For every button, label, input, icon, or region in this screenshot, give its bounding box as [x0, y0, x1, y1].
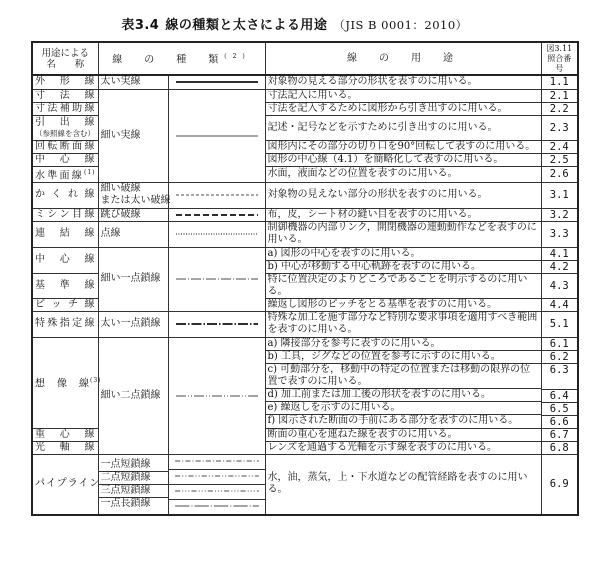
usage-description-cell	[265, 337, 541, 428]
line-sample-dashlong	[172, 211, 262, 219]
ref-number-cell	[541, 311, 578, 337]
usage-description-cell	[265, 221, 541, 247]
usage-name-cell	[32, 182, 98, 208]
line-type-cell	[98, 182, 171, 208]
ref-number-cell	[541, 166, 578, 182]
table-row	[32, 454, 578, 515]
line-subtype-sample	[169, 485, 265, 500]
usage-name: 回転断面線	[35, 140, 96, 152]
line-sample-cell	[168, 311, 265, 337]
usage-name-cell	[32, 273, 98, 298]
usage-description-cell	[265, 115, 541, 140]
usage-description: 寸法を記入するために図形から引き出すのに用いる。	[267, 102, 508, 114]
ref-number-cell	[541, 247, 578, 273]
ref-number-cell	[541, 221, 578, 247]
line-subtype: 一点短鎖線	[99, 459, 168, 472]
usage-name-cell	[32, 428, 98, 441]
usage-name-cell	[32, 75, 98, 89]
line-sample-cell	[168, 221, 265, 247]
line-subtype: 二点短鎖線	[99, 472, 168, 485]
ref-number-cell	[541, 115, 578, 140]
usage-description-cell	[265, 428, 541, 441]
line-sample-cell	[168, 182, 265, 208]
usage-description-cell	[265, 298, 541, 311]
line-sample-sc2	[171, 472, 263, 480]
ref-number: 6.5	[542, 403, 578, 416]
ref-number: 4.2	[549, 260, 569, 273]
line-sample-chain2	[172, 392, 262, 400]
usage-name-note: (3)	[90, 377, 102, 385]
ref-number: 6.8	[549, 441, 569, 454]
usage-description: 繰返し図形のピッチをとる基準を表すのに用いる。	[267, 298, 498, 310]
ref-number-cell	[541, 428, 578, 441]
line-sample-cell	[168, 208, 265, 221]
ref-number: 4.1	[542, 248, 578, 261]
ref-number: 4.4	[549, 298, 569, 311]
line-subtype-sample	[169, 470, 265, 485]
ref-number: 6.1	[542, 338, 578, 351]
ref-number-cell	[541, 208, 578, 221]
line-sample-dotted	[172, 230, 262, 238]
ref-number: 3.2	[549, 208, 569, 221]
usage-description: b) 中心が移動する中心軌跡を表すのに用いる。	[267, 260, 481, 272]
header-usage: 線 の 用 途	[265, 42, 541, 75]
usage-description: d) 加工前または加工後の形状を表すのに用いる。	[266, 389, 541, 402]
table-row	[32, 311, 578, 337]
usage-name-cell	[32, 115, 98, 140]
usage-name: パイプライン	[35, 478, 101, 490]
usage-name: 水準面線	[35, 169, 84, 181]
usage-name-cell	[32, 140, 98, 153]
usage-description-cell	[265, 208, 541, 221]
line-sample-thin	[172, 132, 262, 140]
usage-name-cell	[32, 89, 98, 102]
usage-name: 光 軸 線	[35, 441, 96, 453]
usage-description: c) 可動部分を，移動中の特定の位置または移動の限界の位置で表すのに用いる。	[266, 364, 541, 389]
usage-description: a) 図形の中心を表すのに用いる。	[266, 248, 541, 261]
usage-name-cell	[32, 454, 101, 515]
ref-number: 1.1	[549, 76, 569, 89]
usage-name: 寸法補助線	[35, 102, 96, 114]
table-standard: （JIS B 0001：2010）	[333, 18, 468, 32]
usage-description-cell	[265, 75, 541, 89]
line-sample-cell	[168, 89, 265, 182]
usage-name-cell	[32, 247, 98, 273]
usage-description: e) 繰返しを示すのに用いる。	[266, 402, 541, 415]
header-line-type: 線 の 種 類$^{(2)}$	[98, 42, 265, 75]
ref-number: 2.3	[549, 121, 569, 134]
usage-description-cell	[265, 166, 541, 182]
usage-description: 記述・記号などを示すために引き出すのに用いる。	[267, 121, 498, 133]
usage-name: 想 像 線	[35, 378, 90, 390]
usage-description: 断面の重心を連ねた線を表すのに用いる。	[267, 428, 458, 440]
usage-description-cell	[265, 311, 541, 337]
line-sample-sc1	[171, 457, 263, 465]
line-type-cell: 太い実線	[98, 75, 168, 89]
header-usage-name: 用途による 名 称	[32, 42, 98, 75]
table-row	[32, 89, 578, 102]
line-type-cell: 細い二点鎖線	[98, 337, 168, 454]
usage-name: 重 心 線	[35, 428, 96, 440]
line-sample-dashed	[172, 191, 262, 199]
usage-description: 図形内にその部分の切り口を90°回転して表すのに用いる。	[267, 140, 536, 152]
usage-description: 対象物の見える部分の形状を表すのに用いる。	[267, 76, 478, 88]
usage-description-cell	[265, 153, 541, 166]
usage-description: 布，皮，シート材の縫い目を表すのに用いる。	[267, 208, 478, 220]
ref-number: 3.1	[549, 189, 569, 202]
ref-number-cell	[541, 441, 578, 454]
line-sample-lc1	[171, 502, 263, 510]
ref-number: 3.3	[549, 228, 569, 241]
usage-name-cell	[32, 298, 98, 311]
line-type-cell: 細い実線	[98, 89, 168, 182]
line-sample-cell	[168, 337, 265, 454]
ref-number: 6.2	[542, 351, 578, 364]
usage-description: レンズを通過する光軸を示す線を表すのに用いる。	[267, 441, 497, 453]
line-type-cell: 点線	[98, 221, 168, 247]
usage-name: 外 形 線	[35, 76, 96, 88]
line-sample-chain1	[172, 275, 262, 283]
line-sample-sc3	[171, 487, 263, 495]
ref-number-cell	[541, 273, 578, 298]
line-type-cell	[98, 454, 168, 515]
usage-description-cell	[265, 140, 541, 153]
usage-description-cell	[265, 273, 541, 298]
ref-number: 2.5	[549, 153, 569, 166]
usage-name-sub: （参照線を含む）	[35, 128, 95, 138]
table-row	[32, 75, 578, 89]
usage-description: 特殊な加工を施す部分など特別な要求事項を適用すべき範囲を表すのに用いる。	[267, 312, 538, 336]
usage-name: 寸 法 線	[35, 89, 96, 101]
usage-name: 連 結 線	[35, 228, 96, 240]
ref-number-cell	[541, 454, 578, 515]
table-row	[32, 247, 578, 273]
usage-description: 対象物の見えない部分の形状を表すのに用いる。	[267, 189, 488, 201]
line-type-cell: 跳び破線	[98, 208, 168, 221]
ref-number: 6.7	[549, 428, 569, 441]
usage-name: 中 心 線	[35, 153, 96, 165]
usage-description-cell	[265, 454, 541, 515]
usage-description: 制御機器の内部リンク，開閉機器の連動動作などを表すのに用いる。	[267, 222, 537, 246]
line-subtype: 三点短鎖線	[99, 485, 168, 498]
header-ref: 図3.11 照合番号	[541, 42, 578, 75]
ref-number-cell	[541, 75, 578, 89]
ref-number-cell	[541, 153, 578, 166]
table-row	[32, 208, 578, 221]
ref-number-cell	[541, 102, 578, 115]
usage-name-cell	[32, 102, 98, 115]
usage-description-cell	[265, 441, 541, 454]
table-caption: 線の種類と太さによる用途	[165, 18, 328, 33]
table-title	[0, 14, 589, 33]
table-row	[32, 337, 578, 428]
usage-description: 特に位置決定のよりどころであることを明示するのに用いる。	[267, 273, 528, 297]
usage-name-cell	[32, 221, 98, 247]
usage-description: 水，油，蒸気，上・下水道などの配管経路を表すのに用いる。	[267, 472, 528, 496]
usage-description: b) 工具，ジグなどの位置を参考に示すのに用いる。	[266, 351, 541, 364]
ref-number: 2.6	[549, 168, 569, 181]
ref-number-cell	[541, 337, 578, 428]
usage-name-cell	[32, 208, 98, 221]
usage-description-cell	[265, 89, 541, 102]
usage-name: 基 準 線	[35, 279, 96, 291]
line-usage-table-wrapper	[31, 41, 577, 573]
usage-description: f) 図示された断面の手前にある部分を表すのに用いる。	[267, 415, 519, 427]
ref-number: 4.3	[549, 279, 569, 292]
usage-description: 図形の中心線（4.1）を簡略化して表すのに用いる。	[267, 153, 504, 165]
usage-description: a) 隣接部分を参考に表すのに用いる。	[266, 338, 541, 351]
usage-name-cell	[32, 153, 98, 166]
line-type-text: 細い破線	[100, 183, 141, 195]
usage-description-cell	[265, 247, 541, 273]
header-row	[32, 42, 578, 75]
usage-description-cell	[265, 182, 541, 208]
usage-description: 寸法記入に用いる。	[267, 89, 358, 101]
ref-number-cell	[541, 89, 578, 102]
usage-name: 中 心 線	[35, 254, 96, 266]
usage-name: ピ ッ チ 線	[35, 298, 96, 310]
usage-description: 水面，液面などの位置を表すのに用いる。	[267, 168, 458, 180]
usage-name-note: (1)	[84, 168, 96, 176]
ref-number-cell	[541, 298, 578, 311]
ref-number: 5.1	[549, 318, 569, 331]
line-sample-cell	[168, 454, 265, 515]
ref-number: 6.4	[542, 390, 578, 403]
table-row	[32, 182, 578, 208]
line-type-text: または太い破線	[100, 195, 171, 207]
line-usage-table	[31, 41, 579, 516]
line-sample-thick	[172, 78, 262, 86]
line-type-cell: 太い一点鎖線	[98, 311, 168, 337]
usage-name-cell	[32, 337, 102, 428]
line-subtype: 一点長鎖線	[100, 497, 151, 509]
ref-number: 6.9	[549, 478, 569, 491]
ref-number: 2.1	[549, 89, 569, 102]
usage-name-cell	[32, 166, 98, 182]
table-row	[32, 221, 578, 247]
usage-name: ミシン目線	[35, 208, 96, 220]
usage-name-cell	[32, 311, 98, 337]
ref-number: 6.3	[542, 364, 578, 390]
ref-number-cell	[541, 140, 578, 153]
usage-name: か く れ 線	[35, 189, 96, 201]
line-sample-cell	[168, 75, 265, 89]
table-number: 表3.4	[121, 18, 160, 33]
line-type-cell: 細い一点鎖線	[98, 247, 168, 311]
line-sample-cell	[168, 247, 265, 311]
line-subtype-sample	[169, 500, 265, 514]
usage-name-cell	[32, 441, 98, 454]
usage-name: 引 出 線	[35, 116, 96, 128]
ref-number: 6.6	[549, 415, 569, 428]
line-subtype-sample	[169, 455, 265, 470]
ref-number-cell	[541, 182, 578, 208]
usage-description-cell	[265, 102, 541, 115]
ref-number: 2.4	[549, 140, 569, 153]
line-sample-chain1thick	[172, 320, 262, 328]
ref-number: 2.2	[549, 102, 569, 115]
usage-name: 特殊指定線	[35, 318, 96, 330]
